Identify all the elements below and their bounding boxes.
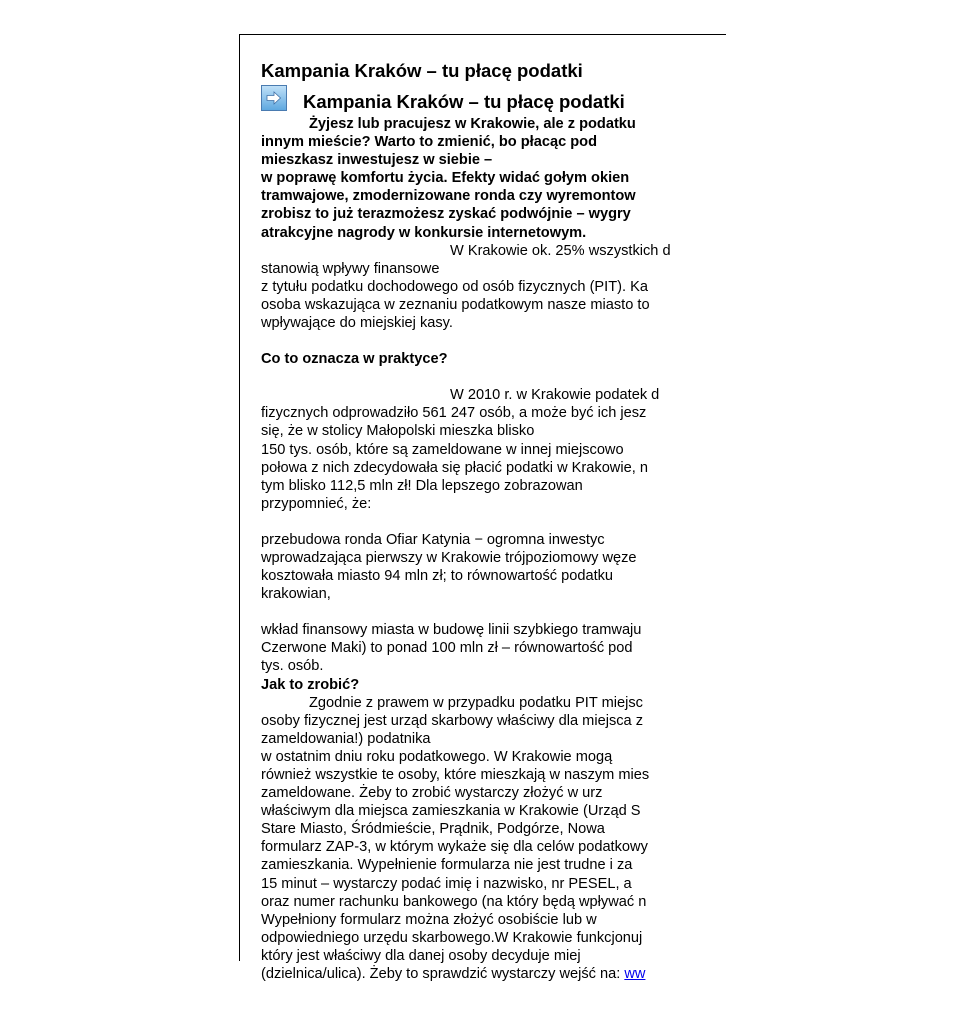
list-item-line: kosztowała miasto 94 mln zł; to równowartość podatku — [261, 568, 614, 585]
list-item-line: tys. osób. — [261, 658, 324, 675]
document-page — [239, 34, 726, 983]
paragraph-line: oraz numer rachunku bankowego (na który będą wpływać n — [261, 893, 647, 910]
paragraph-line: wpływające do miejskiej kasy. — [261, 315, 453, 332]
section-heading: Co to oznacza w praktyce? — [261, 351, 448, 368]
list-item-line: krakowian, — [261, 586, 331, 603]
paragraph-line: mieszkasz inwestujesz w siebie – — [261, 152, 493, 169]
subtitle-row — [261, 85, 961, 115]
paragraph-line — [261, 965, 961, 983]
list-item-line: wkład finansowy miasta w budowę linii szybkiego tramwaju — [261, 622, 642, 639]
paragraph-line: Zgodnie z prawem w przypadku podatku PIT miejsc — [309, 694, 643, 711]
paragraph-line: zameldowania!) podatnika — [261, 730, 431, 747]
paragraph-line: zameldowane. Żeby to zrobić wystarczy złożyć w urz — [261, 785, 603, 802]
paragraph-line: również wszystkie te osoby, które mieszkają w naszym mies — [261, 767, 650, 783]
list-item-line: przebudowa ronda Ofiar Katynia − ogromna inwestyc — [261, 531, 605, 548]
page-title: Kampania Kraków – tu płacę podatki — [261, 60, 583, 81]
paragraph-line: tym blisko 112,5 mln zł! Dla lepszego zobrazowan — [261, 477, 583, 494]
paragraph-line: atrakcyjne nagrody w konkursie internetowym. — [261, 224, 587, 241]
document-content — [261, 60, 961, 983]
paragraph-line: Stare Miasto, Śródmieście, Prądnik, Podgórze, Nowa — [261, 821, 605, 838]
paragraph-line: odpowiedniego urzędu skarbowego.W Krakowie funkcjonuj — [261, 929, 643, 946]
list-item-line: Czerwone Maki) to ponad 100 mln zł – równowartość pod — [261, 640, 633, 657]
paragraph-line: właściwym dla miejsca zamieszkania w Krakowie (Urząd S — [261, 803, 641, 820]
paragraph-line: zrobisz to już terazmożesz zyskać podwójnie – wygry — [261, 206, 631, 223]
paragraph-line: osoby fizycznej jest urząd skarbowy właściwy dla miejsca z — [261, 712, 644, 729]
paragraph-line: W Krakowie ok. 25% wszystkich d — [450, 242, 671, 259]
paragraph-line: fizycznych odprowadziło 561 247 osób, a może być ich jesz — [261, 405, 647, 422]
paragraph-line: który jest właściwy dla danej osoby decyduje miej — [261, 947, 581, 964]
website-link[interactable]: ww — [624, 966, 646, 983]
paragraph-line: w poprawę komfortu życia. Efekty widać gołym okien — [261, 170, 630, 187]
paragraph-line: formularz ZAP-3, w którym wykaże się dla celów podatkowy — [261, 839, 648, 856]
list-item-line: wprowadzająca pierwszy w Krakowie trójpoziomowy węze — [261, 549, 637, 566]
paragraph-line: zamieszkania. Wypełnienie formularza nie jest trudne i za — [261, 857, 633, 874]
paragraph-line: Wypełniony formularz można złożyć osobiście lub w — [261, 911, 597, 928]
paragraph-text: (dzielnica/ulica). Żeby to sprawdzić wystarczy wejść na: — [261, 966, 625, 983]
paragraph-line: przypomnieć, że: — [261, 495, 372, 512]
section-heading: Jak to zrobić? — [261, 676, 360, 693]
paragraph-line: innym mieście? Warto to zmienić, bo płacąc pod — [261, 134, 597, 151]
paragraph-line: 15 minut – wystarczy podać imię i nazwisko, nr PESEL, a — [261, 875, 632, 892]
paragraph-line: połowa z nich zdecydowała się płacić podatki w Krakowie, n — [261, 459, 648, 476]
paragraph-line: 150 tys. osób, które są zameldowane w innej miejscowo — [261, 441, 624, 458]
page-subtitle: Kampania Kraków – tu płacę podatki — [303, 91, 625, 112]
paragraph-line: osoba wskazująca w zeznaniu podatkowym nasze miasto to — [261, 296, 650, 313]
paragraph-line: W 2010 r. w Krakowie podatek d — [450, 387, 660, 404]
arrow-right-icon — [261, 85, 287, 111]
paragraph-line: stanowią wpływy finansowe — [261, 260, 440, 277]
paragraph-line: w ostatnim dniu roku podatkowego. W Krakowie mogą — [261, 748, 613, 765]
paragraph-line: Żyjesz lub pracujesz w Krakowie, ale z podatku — [309, 116, 636, 132]
paragraph-line: się, że w stolicy Małopolski mieszka blisko — [261, 423, 535, 440]
paragraph-line: z tytułu podatku dochodowego od osób fizycznych (PIT). Ka — [261, 278, 648, 295]
paragraph-line: tramwajowe, zmodernizowane ronda czy wyremontow — [261, 188, 636, 205]
